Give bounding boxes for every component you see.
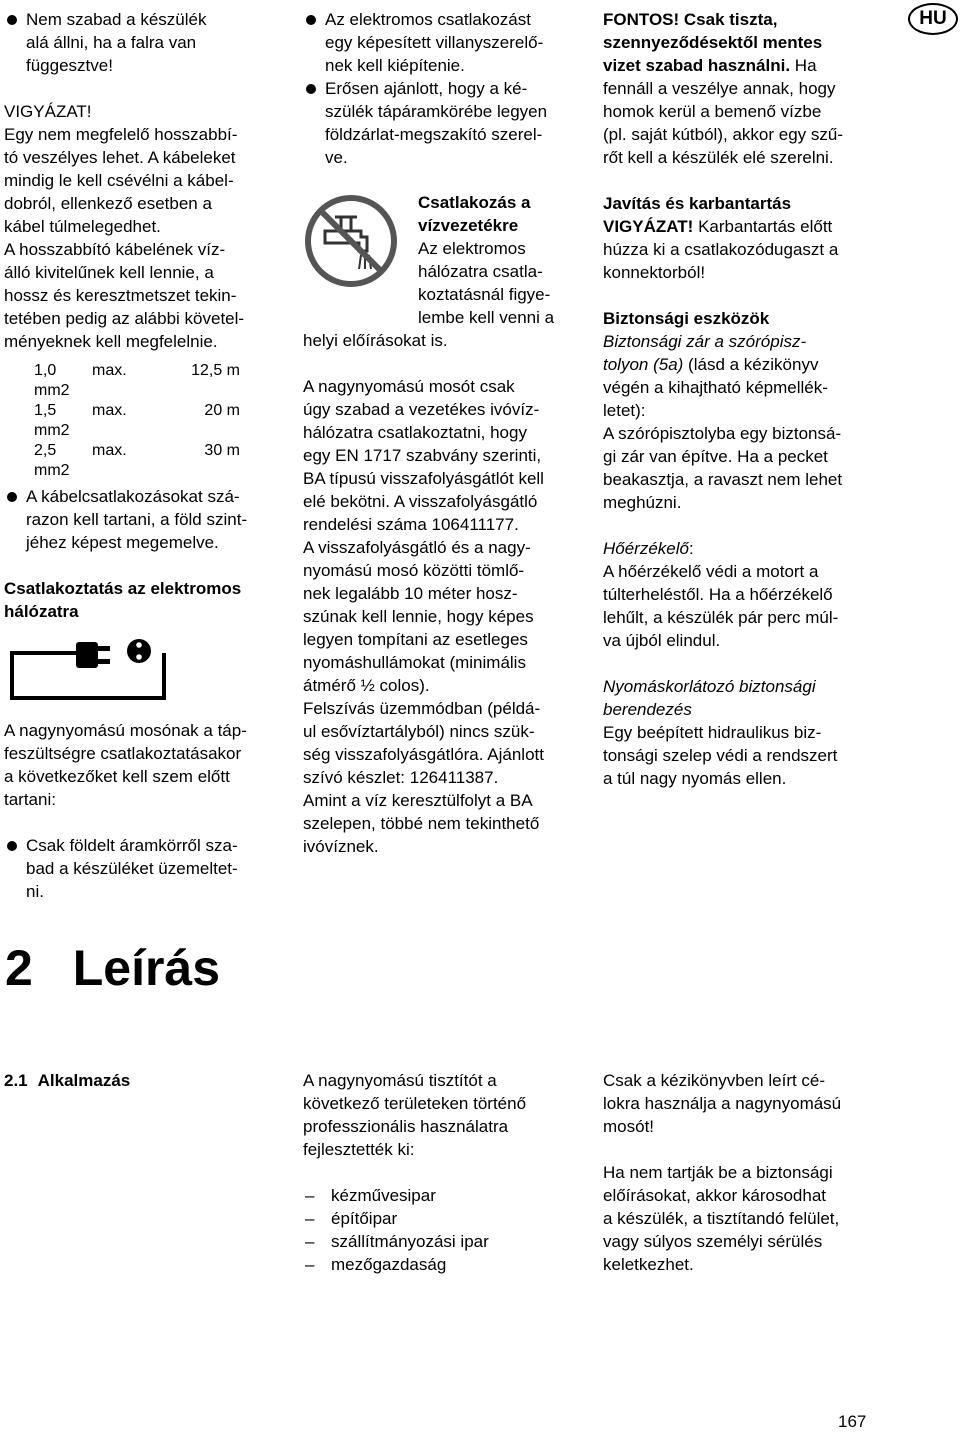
bullet-grounded-circuit: Csak földelt áramkörről sza- bad a készüléket üzemeltet- ni. xyxy=(4,834,289,903)
thermo-colon: : xyxy=(689,539,694,558)
bullet-no-standing: Nem szabad a készülék alá állni, ha a falra van függesztve! xyxy=(4,8,289,77)
area-item: – mezőgazdaság xyxy=(303,1253,588,1276)
heading-electrical-connection: Csatlakoztatás az elektromos hálózatra xyxy=(4,579,242,621)
application-intro: A nagynyomású tisztítót a következő területeken történő professzionális használatra fejlesztették ki: xyxy=(303,1071,527,1159)
thermo-text: A hőérzékelő védi a motort a túlterheléstől. Ha a hőérzékelő lehűlt, a készülék pár perc múl- va újból elindul. xyxy=(603,562,839,650)
bullet-qualified-electrician: Az elektromos csatlakozást egy képesített villanyszerelő- nek kell kiépítenie. xyxy=(303,8,588,77)
subsection-heading xyxy=(4,1069,284,1092)
repair-text: Karbantartás előtt húzza ki a csatlakozódugaszt a konnektorból! xyxy=(603,217,839,282)
column-3 xyxy=(603,8,893,790)
application-column xyxy=(303,1069,588,1276)
cable-row: 1,0 mm2 max. 12,5 m xyxy=(34,362,240,399)
cable-row: 2,5 mm2 max. 30 m xyxy=(34,442,240,479)
column-2 xyxy=(303,8,588,858)
safety-lock-paragraph xyxy=(603,330,893,514)
important-paragraph xyxy=(603,8,893,169)
bullet-rcd-recommended: Erősen ajánlott, hogy a ké- szülék tápáramkörébe legyen földzárlat-megszakító szerel- ve. xyxy=(303,77,588,169)
area-item: – építőipar xyxy=(303,1207,588,1230)
warning-title: VIGYÁZAT! xyxy=(4,102,92,121)
connection-paragraph: A nagynyomású mosónak a táp- feszültségre csatlakoztatásakor a következőket kell szem előtt tartani: xyxy=(4,721,247,809)
safety-lock-text: (lásd a kézikönyv végén a kihajtható képmellék- letet): A szórópisztolyba egy biztonsá- gi zár van építve. Ha a pecket beakasztja, a ravaszt nem lehet meghúzni. xyxy=(603,355,843,512)
pressure-title: Nyomáskorlátozó biztonsági berendezés xyxy=(603,677,816,719)
area-item: – szállítmányozási ipar xyxy=(303,1230,588,1253)
section-number: 2 xyxy=(5,940,33,996)
warning-text: Egy nem megfelelő hosszabbí- tó veszélyes lehet. A kábeleket mindig le kell csévélni a kábel- dobról, ellenkező esetben a kábel túlmelegedhet. A hosszabbító kábelének víz- álló kivitelűnek kell lennie, a hossz és keresztmetszet tekin- tetében pedig az alábbi követel- ményeknek kell megfelelnie. xyxy=(4,125,245,351)
section-heading xyxy=(5,938,220,998)
area-item: – kézművesipar xyxy=(303,1184,588,1207)
usage-notes-column xyxy=(603,1069,893,1276)
no-drinking-water-icon xyxy=(303,193,399,295)
cable-row: 1,5 mm2 max. 20 m xyxy=(34,402,240,439)
bullet-cable-dry: A kábelcsatlakozásokat szá- razon kell tartani, a föld szint- jéhez képest megemelve. xyxy=(4,485,289,554)
subsection-number: 2.1 xyxy=(4,1071,28,1090)
repair-warning: VIGYÁZAT! xyxy=(603,217,694,236)
subsection-title: Alkalmazás xyxy=(37,1071,131,1090)
heading-safety-devices: Biztonsági eszközök xyxy=(603,309,770,328)
repair-paragraph xyxy=(603,215,893,284)
pressure-text: Egy beépített hidraulikus biz- tonsági szelep védi a rendszert a túl nagy nyomás ellen. xyxy=(603,723,838,788)
usage-note-2: Ha nem tartják be a biztonsági előírásokat, akkor károsodhat a készülék, a tisztítandó felület, vagy súlyos személyi sérülés keletkezhet. xyxy=(603,1163,840,1274)
water-side-text: Az elektromos hálózatra csatla- koztatásnál figye- lembe kell venni a xyxy=(418,239,555,327)
important-bold: FONTOS! Csak tiszta, szennyeződésektől mentes vizet szabad használni. xyxy=(603,10,823,75)
column-1 xyxy=(4,8,289,903)
safety-lock-title: Biztonsági zár a szórópisz- tolyon (5a) xyxy=(603,332,807,374)
section-title: Leírás xyxy=(72,940,221,996)
usage-note-1: Csak a kézikönyvben leírt cé- lokra használja a nagynyomású mosót! xyxy=(603,1071,842,1136)
important-rest: Ha fennáll a veszélye annak, hogy homok kerül a bemenő vízbe (pl. saját kútból), akkor egy szű- rőt kell a készülék elé szerelni. xyxy=(603,56,843,167)
thermo-title-line xyxy=(603,537,893,560)
water-connection-block xyxy=(303,191,588,352)
heading-repair: Javítás és karbantartás xyxy=(603,194,792,213)
thermo-title: Hőérzékelő xyxy=(603,539,689,558)
page-number: 167 xyxy=(838,1412,867,1431)
backflow-paragraph: A nagynyomású mosót csak úgy szabad a vezetékes ivóvíz- hálózatra csatlakoztatni, hogy egy EN 1717 szabvány szerinti, BA típusú visszafolyásgátlót kell elé bekötni. A visszafolyásgátló rendelési száma 106411177. A visszafolyásgátló és a nagy- nyomású mosó közötti tömlő- nek legalább 10 méter hosz- szúnak kell lennie, hogy képes legyen tompítani az esetleges nyomáshullámokat (minimális átmérő ½ colos). Felszívás üzemmódban (példá- ul esővíztartályból) nincs szük- ség visszafolyásgátlóra. Ajánlott szívó készlet: 126411387. Amint a víz keresztülfolyt a BA szelepen, többé nem tekinthető ivóvíznek. xyxy=(303,377,544,856)
water-full-text: helyi előírásokat is. xyxy=(303,331,448,350)
plug-icon xyxy=(4,633,289,709)
language-badge: HU xyxy=(908,3,958,35)
cable-table xyxy=(4,361,289,481)
heading-water-connection: Csatlakozás a vízvezetékre xyxy=(418,193,531,235)
